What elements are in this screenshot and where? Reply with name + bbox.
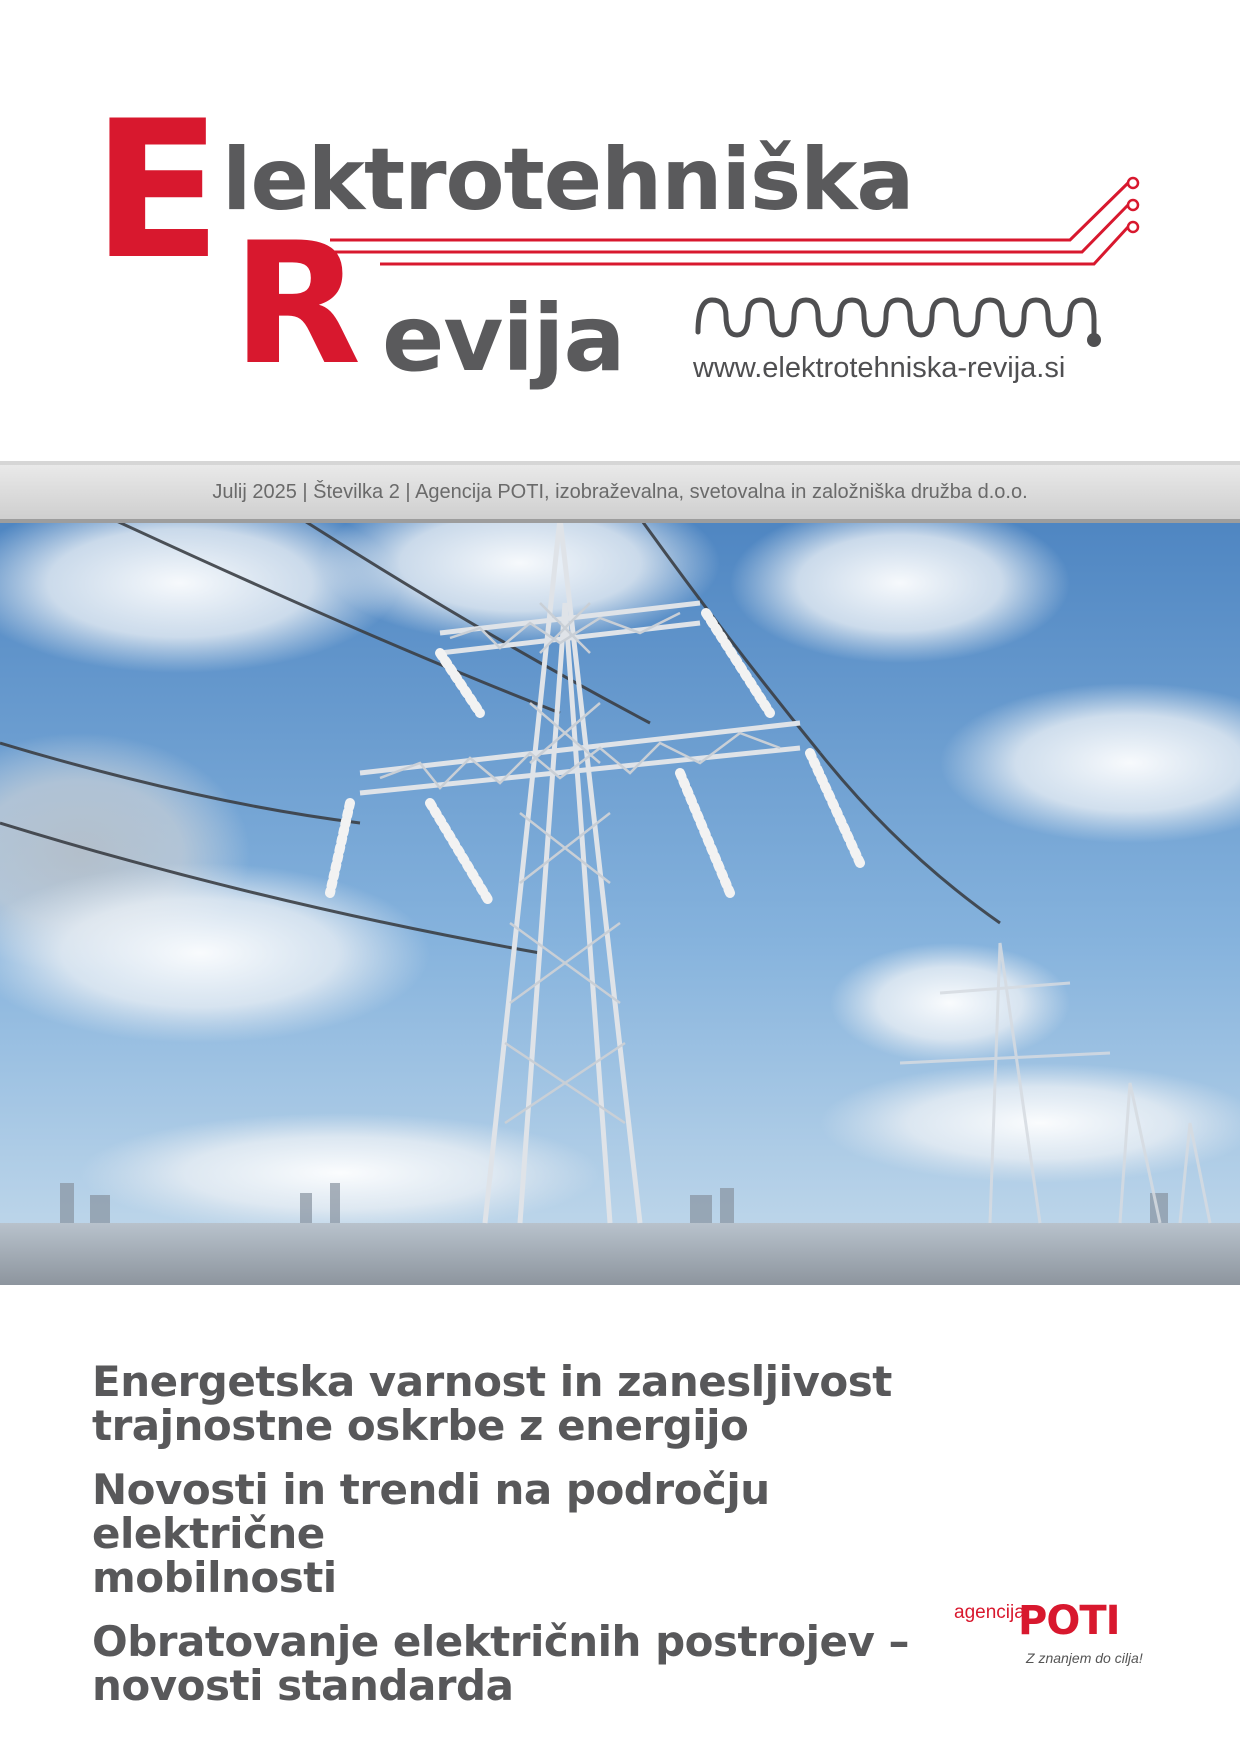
website-url[interactable]: www.elektrotehniska-revija.si (693, 352, 1066, 384)
publisher-slogan: Z znanjem do cilja! (1026, 1650, 1143, 1666)
headline-3-line-2: novosti standarda (92, 1661, 514, 1710)
publisher-logo (948, 1600, 1168, 1690)
logo-word-revija: evija (382, 285, 625, 392)
publisher-logo-name: POTI (1018, 1598, 1120, 1644)
headline-1-line-2: trajnostne oskrbe z energijo (92, 1401, 749, 1450)
power-transmission-tower-icon (0, 523, 1240, 1285)
sine-wave-icon (698, 300, 1094, 336)
issue-line: Julij 2025 | Številka 2 | Agencija POTI, izobraževalna, svetovalna in založniška družba d.o.o. (212, 480, 1028, 503)
headline-1[interactable] (92, 1357, 952, 1450)
issue-info-bar (0, 461, 1240, 523)
cover-photo (0, 523, 1240, 1285)
cover-headlines (92, 1357, 952, 1728)
headline-1-line-1: Energetska varnost in zanesljivost (92, 1357, 892, 1406)
headline-3[interactable] (92, 1617, 952, 1710)
logo-letter-e: E (92, 80, 222, 301)
headline-2[interactable] (92, 1465, 952, 1602)
logo-letter-r: R (232, 206, 362, 402)
headline-2-line-2: mobilnosti (92, 1553, 337, 1602)
publisher-logo-prefix: agencija (954, 1602, 1025, 1623)
headline-2-line-1: Novosti in trendi na področju električne (92, 1465, 770, 1558)
masthead (0, 0, 1240, 460)
logo-word-elektrotehniska: lektrotehniška (222, 130, 914, 230)
headline-3-line-1: Obratovanje električnih postrojev – (92, 1617, 910, 1666)
